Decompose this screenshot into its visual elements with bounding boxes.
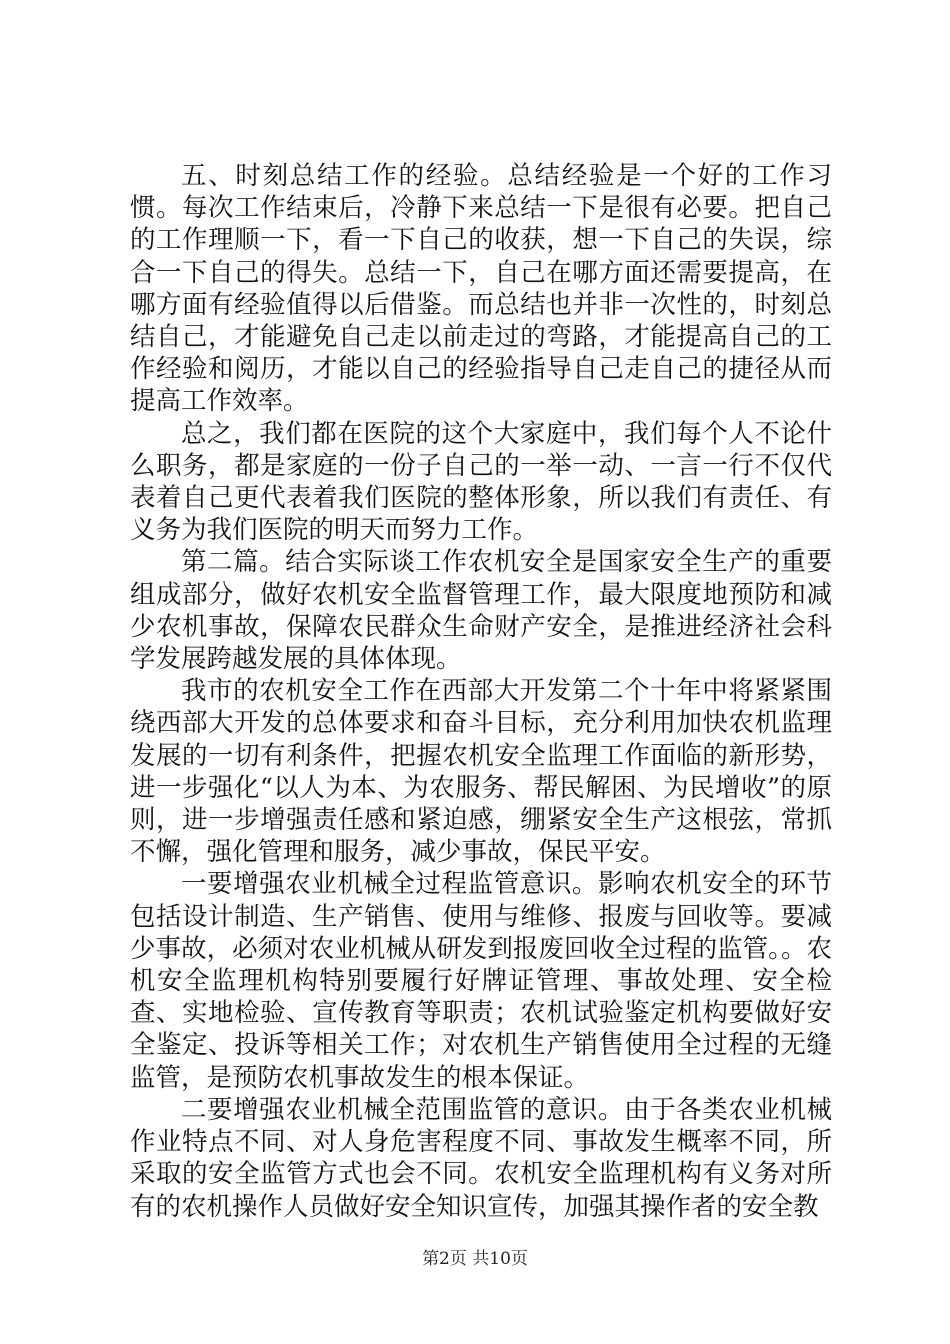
paragraph: 第二篇。结合实际谈工作农机安全是国家安全生产的重要组成部分，做好农机安全监督管理工作，最大限度地预防和减少农机事故，保障农民群众生命财产安全，是推进经济社会科学发展跨越发展的具体体现。 [130, 547, 832, 675]
paragraph: 总之，我们都在医院的这个大家庭中，我们每个人不论什么职务，都是家庭的一份子自己的一举一动、一言一行不仅代表着自己更代表着我们医院的整体形象，所以我们有责任、有义务为我们医院的明天而努力工作。 [130, 418, 832, 546]
paragraph: 二要增强农业机械全范围监管的意识。由于各类农业机械作业特点不同、对人身危害程度不同、事故发生概率不同，所采取的安全监管方式也会不同。农机安全监理机构有义务对所有的农机操作人员做好安全知识宣传，加强其操作者的安全教 [130, 1094, 832, 1222]
page-footer: 第2页 共10页 [422, 1249, 528, 1269]
paragraph: 五、时刻总结工作的经验。总结经验是一个好的工作习惯。每次工作结束后，冷静下来总结一下是很有必要。把自己的工作理顺一下，看一下自己的收获，想一下自己的失误，综合一下自己的得失。总结一下，自己在哪方面还需要提高，在哪方面有经验值得以后借鉴。而总结也并非一次性的，时刻总结自己，才能避免自己走以前走过的弯路，才能提高自己的工作经验和阅历，才能以自己的经验指导自己走自己的捷径从而提高工作效率。 [130, 161, 832, 417]
paragraph: 一要增强农业机械全过程监管意识。影响农机安全的环节包括设计制造、生产销售、使用与维修、报废与回收等。要减少事故，必须对农业机械从研发到报废回收全过程的监管。。农机安全监理机构特别要履行好牌证管理、事故处理、安全检查、实地检验、宣传教育等职责；农机试验鉴定机构要做好安全鉴定、投诉等相关工作；对农机生产销售使用全过程的无缝监管，是预防农机事故发生的根本保证。 [130, 869, 832, 1093]
document-body [130, 160, 832, 1223]
paragraph: 我市的农机安全工作在西部大开发第二个十年中将紧紧围绕西部大开发的总体要求和奋斗目标，充分利用加快农机监理发展的一切有利条件，把握农机安全监理工作面临的新形势，进一步强化“以人为本、为农服务、帮民解困、为民增收”的原则，进一步增强责任感和紧迫感，绷紧安全生产这根弦，常抓不懈，强化管理和服务，减少事故，保民平安。 [130, 676, 832, 868]
